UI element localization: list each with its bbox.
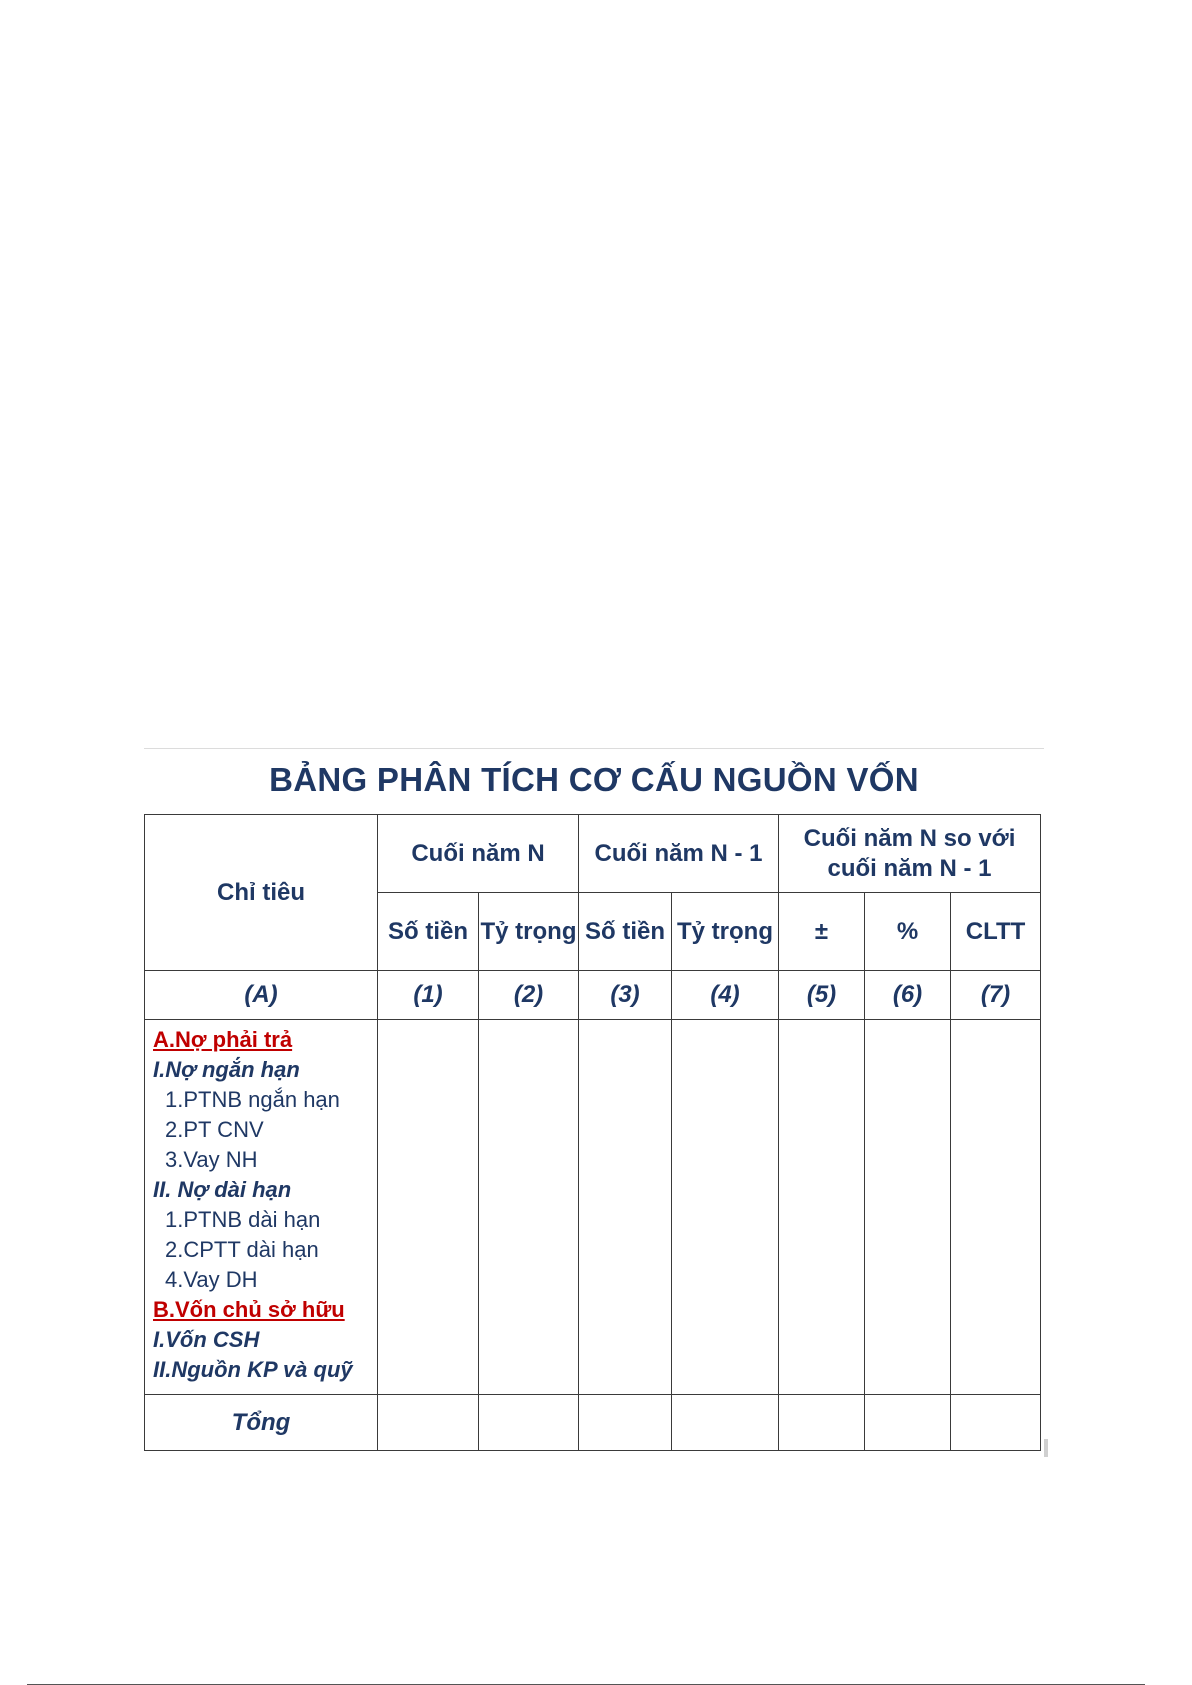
year-n-header: Cuối năm N [378,815,579,893]
diff-header: ± [779,893,865,971]
total-cell [779,1395,865,1451]
code-3: (3) [579,971,672,1020]
value-cell [672,1020,779,1395]
comparison-header: Cuối năm N so với cuối năm N - 1 [779,815,1041,893]
total-cell [579,1395,672,1451]
value-cell [579,1020,672,1395]
line-item: 2.CPTT dài hạn [165,1237,319,1262]
line-item: 1.PTNB ngắn hạn [165,1087,340,1112]
value-cell [865,1020,951,1395]
category-liabilities: A.Nợ phải trả [153,1027,293,1052]
code-a: (A) [145,971,378,1020]
code-7: (7) [951,971,1041,1020]
percent-header: % [865,893,951,971]
line-item: 3.Vay NH [165,1147,258,1172]
indicator-header: Chỉ tiêu [145,815,378,971]
value-cell [479,1020,579,1395]
code-6: (6) [865,971,951,1020]
year-n1-header: Cuối năm N - 1 [579,815,779,893]
code-4: (4) [672,971,779,1020]
value-cell [378,1020,479,1395]
share-header-n: Tỷ trọng [479,893,579,971]
table-image [144,748,1044,1449]
cltt-header: CLTT [951,893,1041,971]
total-cell [672,1395,779,1451]
subcategory-short-term-debt: I.Nợ ngắn hạn [153,1057,300,1082]
total-cell [378,1395,479,1451]
total-cell [951,1395,1041,1451]
scrollbar-stub [1044,1439,1048,1457]
line-item: 1.PTNB dài hạn [165,1207,321,1232]
code-1: (1) [378,971,479,1020]
total-cell [479,1395,579,1451]
line-item: 2.PT CNV [165,1117,264,1142]
total-cell [865,1395,951,1451]
code-5: (5) [779,971,865,1020]
total-label: Tổng [145,1395,378,1451]
table-title: BẢNG PHÂN TÍCH CƠ CẤU NGUỒN VỐN [269,761,919,798]
category-equity: B.Vốn chủ sở hữu [153,1297,345,1322]
capital-structure-table [144,814,1041,1451]
code-2: (2) [479,971,579,1020]
line-item: 4.Vay DH [165,1267,258,1292]
value-cell [951,1020,1041,1395]
amount-header-n: Số tiền [378,893,479,971]
amount-header-n1: Số tiền [579,893,672,971]
subcategory-owner-capital: I.Vốn CSH [153,1327,260,1352]
value-cell [779,1020,865,1395]
share-header-n1: Tỷ trọng [672,893,779,971]
subcategory-funds: II.Nguồn KP và quỹ [153,1357,353,1382]
subcategory-long-term-debt: II. Nợ dài hạn [153,1177,292,1202]
items-cell [145,1020,378,1395]
